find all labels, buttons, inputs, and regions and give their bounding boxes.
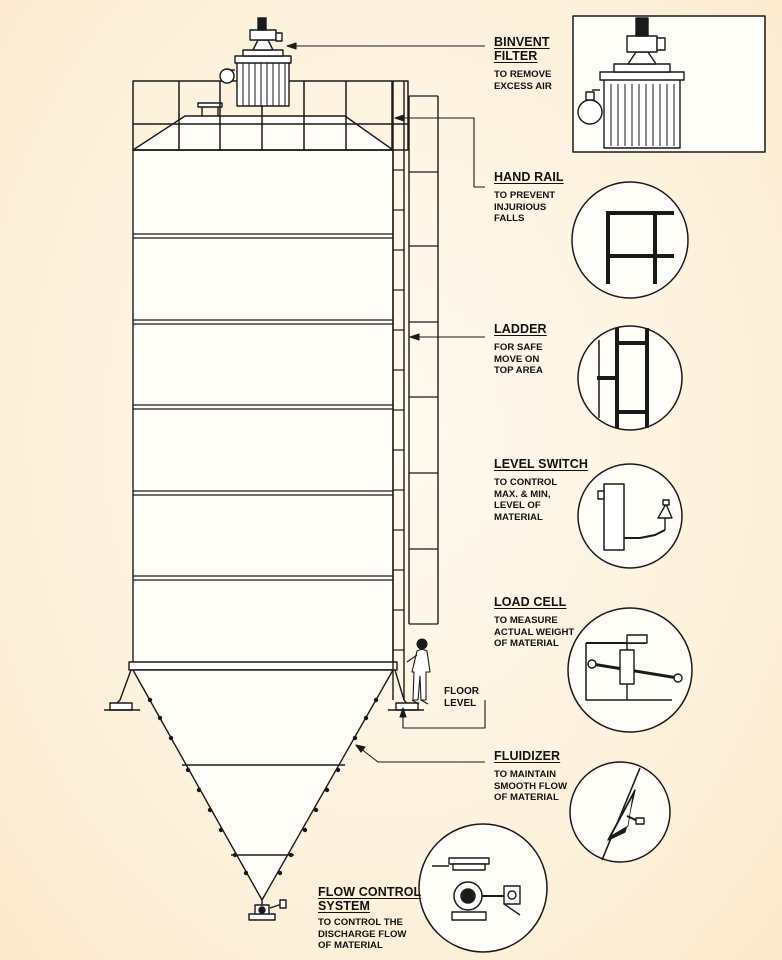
binvent-filter-detail [573,16,765,152]
load-cell-detail [568,608,692,732]
fluidizer-desc: TO MAINTAIN SMOOTH FLOW OF MATERIAL [494,769,568,803]
flow-control-valve [249,900,286,920]
silo-body [104,103,424,920]
flow-control-desc: TO CONTROL THE DISCHARGE FLOW OF MATERIAL [318,917,407,951]
flow-control-title-1: FLOW CONTROL [318,885,422,899]
ladder-title: LADDER [494,322,547,336]
floor-level-label: FLOOR LEVEL [444,686,479,709]
flow-control-title-2: SYSTEM [318,899,370,913]
fluidizer-title: FLUIDIZER [494,749,561,763]
level-switch-detail [578,464,682,568]
hand-rail-desc: TO PREVENT INJURIOUS FALLS [494,190,556,224]
flow-control-detail [419,824,547,952]
binvent-filter-unit [220,18,291,106]
load-cell-title: LOAD CELL [494,595,567,609]
callout-flow-control [318,885,421,952]
callout-hand-rail [494,170,564,225]
level-switch-desc: TO CONTROL MAX. & MIN, LEVEL OF MATERIAL [494,477,558,523]
callout-fluidizer [494,749,567,804]
binvent-desc: TO REMOVE EXCESS AIR [494,69,552,92]
level-switch-title: LEVEL SWITCH [494,457,589,471]
callout-binvent-filter [494,35,552,92]
load-cell-desc: TO MEASURE ACTUAL WEIGHT OF MATERIAL [494,615,575,649]
fluidizer-detail [570,762,670,862]
worker-figure [407,639,430,704]
callout-load-cell [494,595,574,650]
hand-rail-detail [572,182,688,298]
ladder-detail [578,326,682,430]
hand-rail-title: HAND RAIL [494,170,564,184]
ladder-desc: FOR SAFE MOVE ON TOP AREA [494,342,543,376]
binvent-title-1: BINVENT [494,35,550,49]
callout-level-switch [494,457,588,523]
callout-ladder [494,322,547,377]
binvent-title-2: FILTER [494,49,538,63]
ladder [393,81,438,700]
